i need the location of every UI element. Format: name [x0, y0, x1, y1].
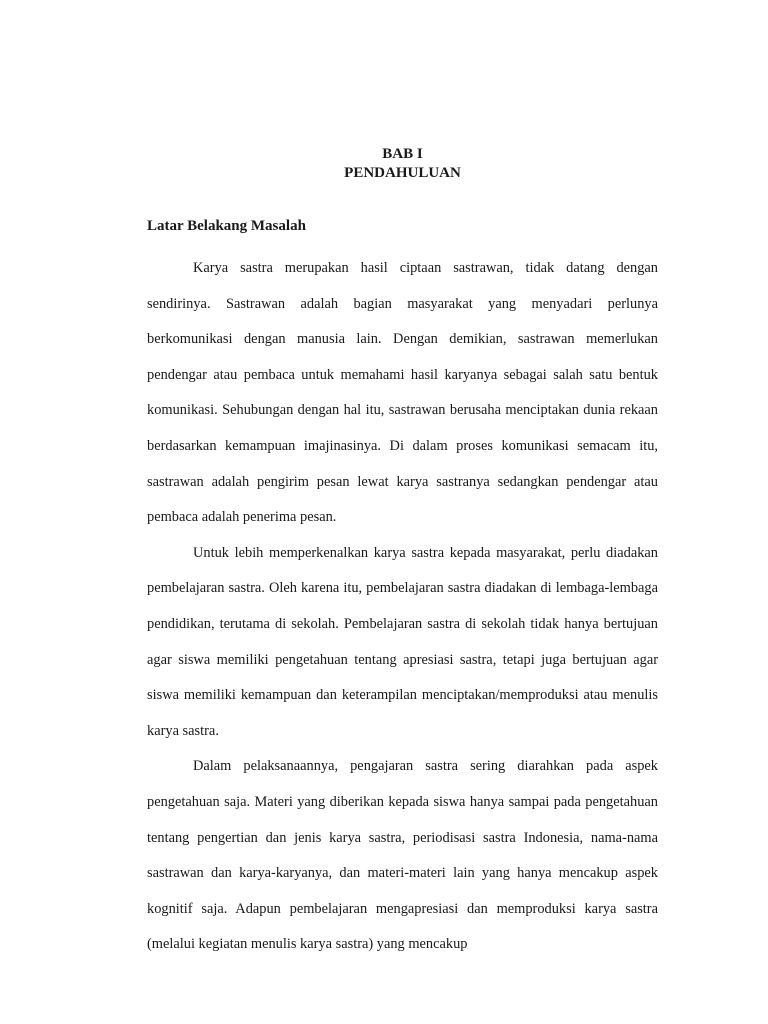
chapter-number: BAB I — [382, 146, 423, 162]
paragraph: Untuk lebih memperkenalkan karya sastra kepada masyarakat, perlu diadakan pembelajaran sastra. Oleh karena itu, pembelajaran sastra diadakan di lembaga-lembaga pendidikan, terutama di sekolah. Pembelajaran sastra di sekolah tidak hanya bertujuan agar siswa memiliki pengetahuan tentang apresiasi sastra, tetapi juga bertujuan agar siswa memiliki kemampuan dan keterampilan menciptakan/memproduksi atau menulis karya sastra. — [147, 544, 658, 739]
chapter-heading — [147, 145, 658, 183]
paragraph: Dalam pelaksanaannya, pengajaran sastra sering diarahkan pada aspek pengetahuan saja. Materi yang diberikan kepada siswa hanya sampai pada pengetahuan tentang pengertian dan jenis karya sastra, periodisasi sastra Indonesia, nama-nama sastrawan dan karya-karyanya, dan materi-materi lain yang hanya mencakup aspek kognitif saja. Adapun pembelajaran mengapresiasi dan memproduksi karya sastra (melalui kegiatan menulis karya sastra) yang mencakup — [147, 758, 658, 953]
section-title: Latar Belakang Masalah — [147, 218, 306, 234]
chapter-title: PENDAHULUAN — [344, 165, 461, 181]
paragraph: Karya sastra merupakan hasil ciptaan sastrawan, tidak datang dengan sendirinya. Sastrawan adalah bagian masyarakat yang menyadari perlunya berkomunikasi dengan manusia lain. Dengan demikian, sastrawan memerlukan pendengar atau pembaca untuk memahami hasil karyanya sebagai salah satu bentuk komunikasi. Sehubungan dengan hal itu, sastrawan berusaha menciptakan dunia rekaan berdasarkan kemampuan imajinasinya. Di dalam proses komunikasi semacam itu, sastrawan adalah pengirim pesan lewat karya sastranya sedangkan pendengar atau pembaca adalah penerima pesan. — [147, 260, 658, 526]
body-text — [147, 251, 658, 963]
